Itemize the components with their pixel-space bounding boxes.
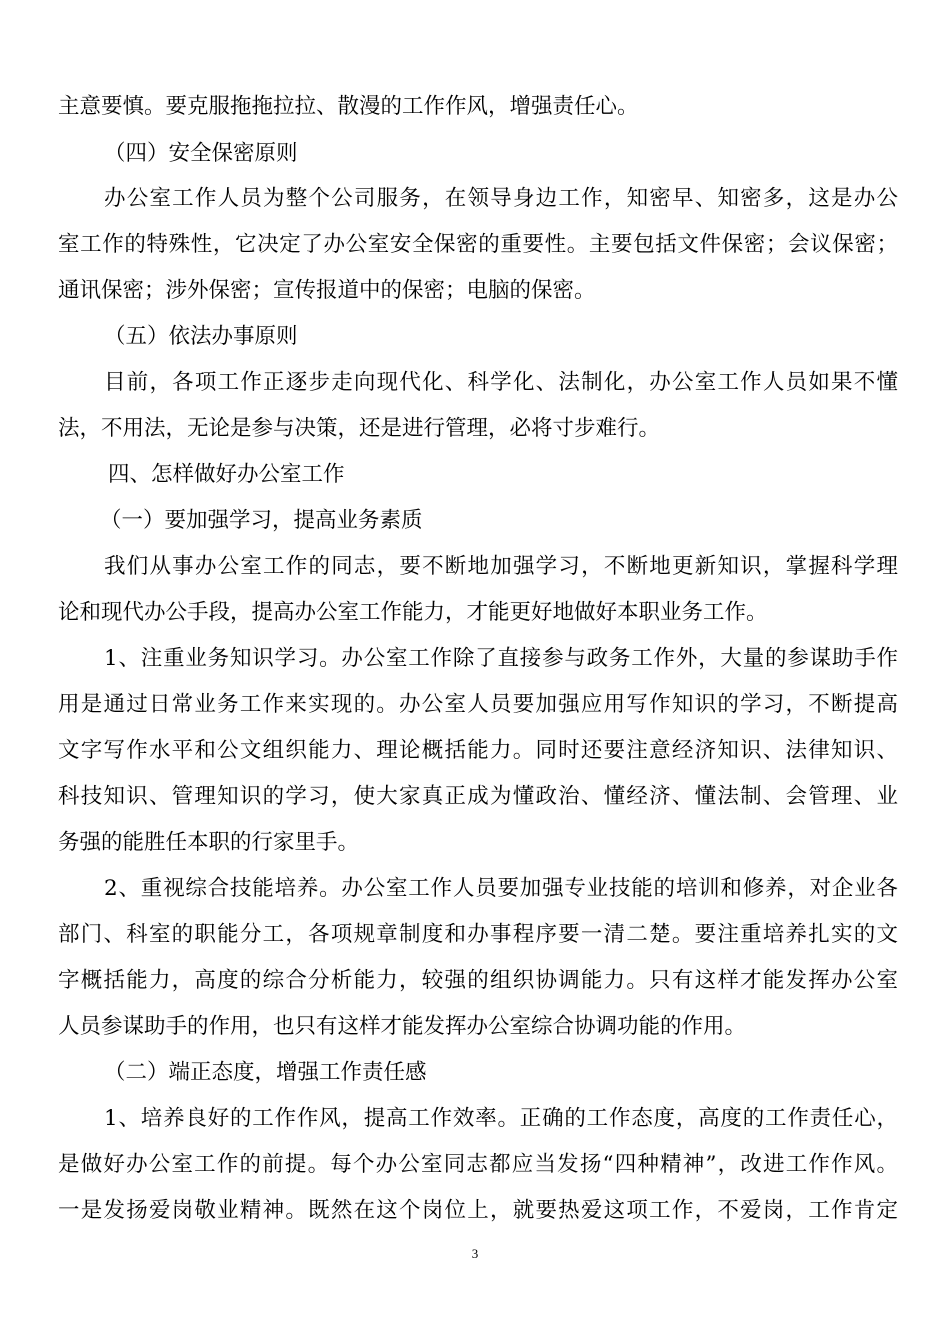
paragraph-line: 字概括能力，高度的综合分析能力，较强的组织协调能力。只有这样才能发挥办公室 bbox=[58, 968, 898, 993]
paragraph-line: 1、注重业务知识学习。办公室工作除了直接参与政务工作外，大量的参谋助手作 bbox=[104, 646, 898, 671]
paragraph-line: 目前，各项工作正逐步走向现代化、科学化、法制化，办公室工作人员如果不懂 bbox=[104, 370, 898, 395]
paragraph-line: 2、重视综合技能培养。办公室工作人员要加强专业技能的培训和修养，对企业各 bbox=[104, 876, 898, 901]
paragraph-line: 室工作的特殊性，它决定了办公室安全保密的重要性。主要包括文件保密；会议保密； bbox=[58, 232, 898, 257]
paragraph-line: 务强的能胜任本职的行家里手。 bbox=[58, 830, 360, 855]
chapter-heading: 四、怎样做好办公室工作 bbox=[108, 462, 345, 487]
paragraph-line: 论和现代办公手段，提高办公室工作能力，才能更好地做好本职业务工作。 bbox=[58, 600, 768, 625]
paragraph-line: 人员参谋助手的作用，也只有这样才能发挥办公室综合协调功能的作用。 bbox=[58, 1014, 747, 1039]
paragraph-line: 办公室工作人员为整个公司服务，在领导身边工作，知密早、知密多，这是办公 bbox=[104, 186, 898, 211]
section-heading: （二）端正态度，增强工作责任感 bbox=[104, 1060, 427, 1085]
paragraph-line: 科技知识、管理知识的学习，使大家真正成为懂政治、懂经济、懂法制、会管理、业 bbox=[58, 784, 898, 809]
paragraph-line: 我们从事办公室工作的同志，要不断地加强学习，不断地更新知识，掌握科学理 bbox=[104, 554, 898, 579]
paragraph-line: 主意要慎。要克服拖拖拉拉、散漫的工作作风，增强责任心。 bbox=[58, 94, 639, 119]
paragraph-line: 文字写作水平和公文组织能力、理论概括能力。同时还要注意经济知识、法律知识、 bbox=[58, 738, 898, 763]
section-heading: （五）依法办事原则 bbox=[104, 324, 298, 349]
paragraph-line: 一是发扬爱岗敬业精神。既然在这个岗位上，就要热爱这项工作，不爱岗，工作肯定 bbox=[58, 1198, 898, 1223]
paragraph-line: 是做好办公室工作的前提。每个办公室同志都应当发扬“四种精神”，改进工作作风。 bbox=[58, 1152, 898, 1177]
paragraph-line: 法，不用法，无论是参与决策，还是进行管理，必将寸步难行。 bbox=[58, 416, 661, 441]
paragraph-line: 1、培养良好的工作作风，提高工作效率。正确的工作态度，高度的工作责任心， bbox=[104, 1106, 898, 1131]
paragraph-line: 用是通过日常业务工作来实现的。办公室人员要加强应用写作知识的学习，不断提高 bbox=[58, 692, 898, 717]
paragraph-line: 通讯保密；涉外保密；宣传报道中的保密；电脑的保密。 bbox=[58, 278, 596, 303]
paragraph-line: 部门、科室的职能分工，各项规章制度和办事程序要一清二楚。要注重培养扎实的文 bbox=[58, 922, 898, 947]
section-heading: （四）安全保密原则 bbox=[104, 141, 298, 166]
section-heading: （一）要加强学习，提高业务素质 bbox=[100, 508, 423, 533]
page-number: 3 bbox=[471, 1246, 479, 1261]
